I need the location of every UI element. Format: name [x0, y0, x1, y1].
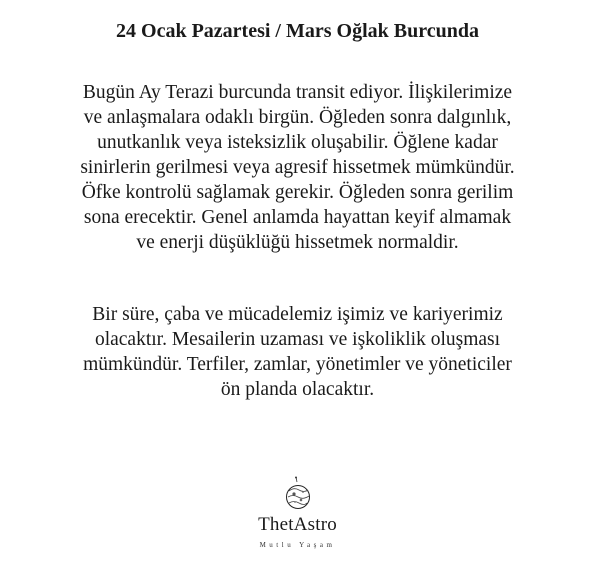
text-line: Bir süre, çaba ve mücadelemiz işimiz ve kariyerimiz — [92, 304, 503, 325]
text-line: Bugün Ay Terazi burcunda transit ediyor. İlişkilerimize — [82, 82, 513, 103]
paragraph-moon-transit — [30, 80, 565, 255]
astro-sphere-icon — [285, 476, 311, 512]
text-line: ön planda olacaktır. — [220, 379, 375, 400]
text-line: sona erecektir. Genel anlamda hayattan keyif almamak — [83, 207, 512, 228]
text-line: ve anlaşmalara odaklı birgün. Öğleden sonra dalgınlık, — [83, 107, 512, 128]
brand-name: ThetAstro — [258, 514, 337, 535]
text-line: olacaktır. Mesailerin uzaması ve işkoliklik oluşması — [94, 329, 501, 350]
text-line: sinirlerin gerilmesi veya agresif hissetmek mümkündür. — [80, 157, 515, 178]
text-line: mümkündür. Terfiler, zamlar, yönetimler ve yöneticiler — [83, 354, 512, 375]
text-line: Öfke kontrolü sağlamak gerekir. Öğleden sonra gerilim — [81, 182, 514, 203]
text-line: ve enerji düşüklüğü hissetmek normaldir. — [136, 232, 459, 253]
page-title: 24 Ocak Pazartesi / Mars Oğlak Burcunda — [116, 20, 479, 42]
paragraph-career — [30, 302, 565, 402]
brand-logo — [0, 476, 595, 550]
text-line: unutkanlık veya isteksizlik oluşabilir. Öğlene kadar — [97, 132, 498, 153]
brand-tagline: Mutlu Yaşam — [259, 541, 336, 549]
